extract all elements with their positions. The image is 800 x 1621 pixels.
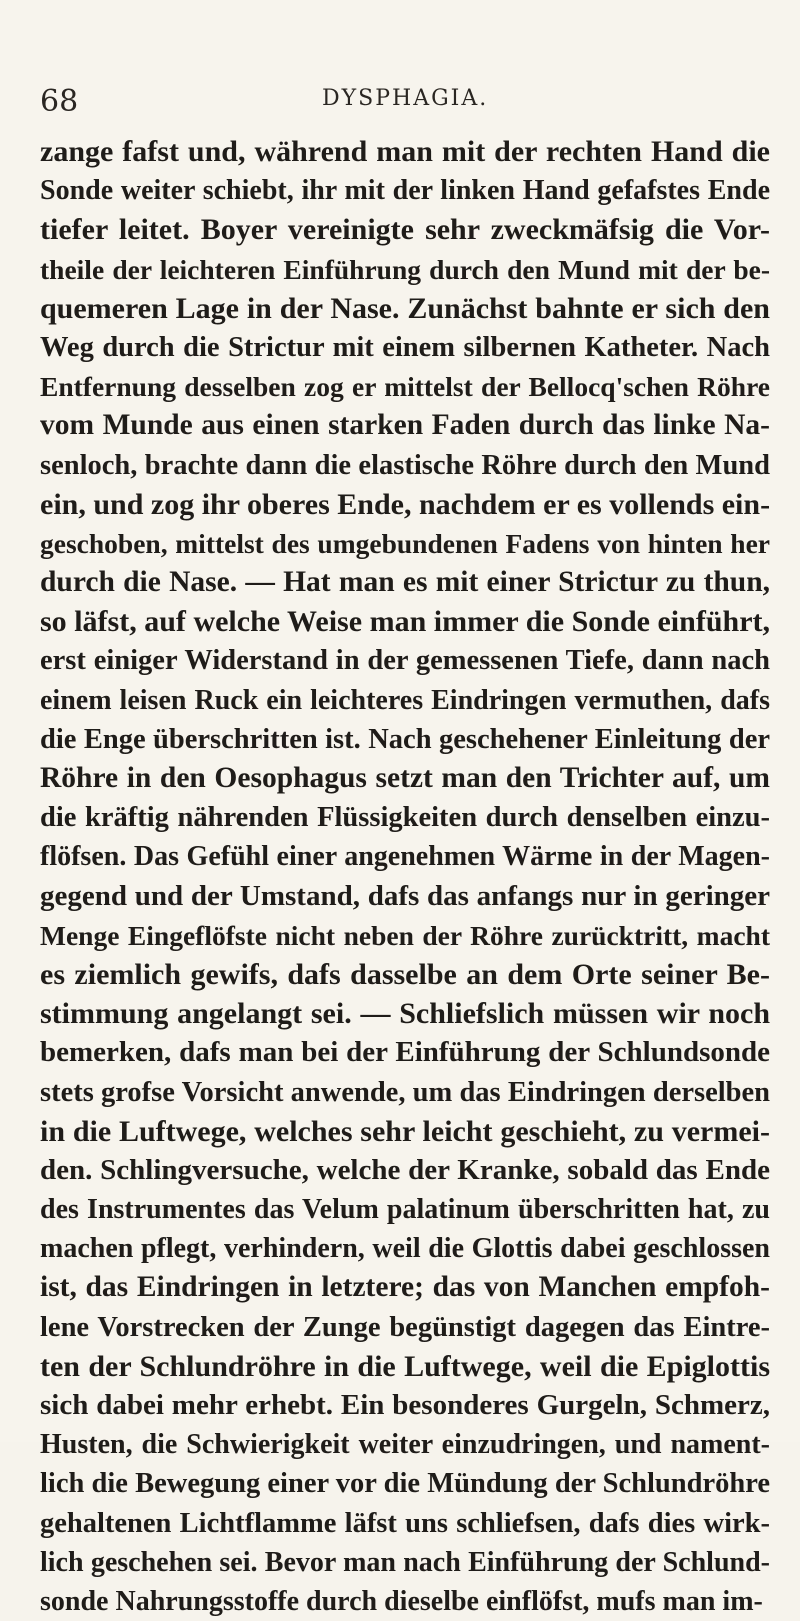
text-line: lene Vorstrecken der Zunge begünstigt dagegen das Eintre- bbox=[40, 1311, 770, 1343]
text-line: gehaltenen Lichtflamme läfst uns schliefsen, dafs dies wirk- bbox=[40, 1507, 770, 1539]
running-title: DYSPHAGIA. bbox=[322, 86, 489, 111]
text-line: die kräftig nährenden Flüssigkeiten durch denselben einzu- bbox=[40, 802, 770, 834]
text-line: ein, und zog ihr oberes Ende, nachdem er es vollends ein- bbox=[40, 487, 770, 521]
text-line: tiefer leitet. Boyer vereinigte sehr zweckmäfsig die Vor- bbox=[40, 213, 770, 247]
body-text bbox=[40, 132, 770, 1621]
text-line: lich die Bewegung einer vor die Mündung der Schlundröhre bbox=[40, 1468, 770, 1500]
text-line: Weg durch die Strictur mit einem silbernen Katheter. Nach bbox=[40, 331, 770, 363]
text-line: durch die Nase. — Hat man es mit einer Strictur zu thun, bbox=[40, 566, 770, 599]
text-line: geschoben, mittelst des umgebundenen Fadens von hinten her bbox=[40, 527, 770, 559]
text-line: stets grofse Vorsicht anwende, um das Eindringen derselben bbox=[40, 1076, 770, 1108]
text-line: des Instrumentes das Velum palatinum überschritten hat, zu bbox=[40, 1194, 770, 1226]
text-line: es ziemlich gewifs, dafs dasselbe an dem Orte seiner Be- bbox=[40, 957, 770, 991]
text-line: Sonde weiter schiebt, ihr mit der linken Hand gefafstes Ende bbox=[40, 175, 770, 207]
text-line: erst einiger Widerstand in der gemessenen Tiefe, dann nach bbox=[40, 645, 770, 677]
text-line: zange fafst und, während man mit der rechten Hand die bbox=[40, 135, 770, 168]
text-line: ist, das Eindringen in letztere; das von Manchen empfoh- bbox=[40, 1271, 770, 1304]
text-line: sonde Nahrungsstoffe durch dieselbe einflöfst, mufs man im- bbox=[40, 1585, 763, 1617]
text-line: Röhre in den Oesophagus setzt man den Trichter auf, um bbox=[40, 762, 770, 794]
text-line: gegend und der Umstand, dafs das anfangs nur in geringer bbox=[40, 879, 770, 912]
text-line: stimmung angelangt sei. — Schliefslich müssen wir noch bbox=[40, 997, 770, 1031]
text-line: so läfst, auf welche Weise man immer die Sonde einführt, bbox=[40, 605, 770, 639]
text-line: den. Schlingversuche, welche der Kranke, sobald das Ende bbox=[40, 1153, 770, 1186]
page-number: 68 bbox=[40, 84, 79, 119]
text-line: theile der leichteren Einführung durch den Mund mit der be- bbox=[40, 253, 770, 285]
text-line: quemeren Lage in der Nase. Zunächst bahnte er sich den bbox=[40, 291, 770, 325]
text-line: Husten, die Schwierigkeit weiter einzudringen, und nament- bbox=[40, 1429, 770, 1461]
text-line: senloch, brachte dann die elastische Röhre durch den Mund bbox=[40, 449, 770, 481]
text-line: einem leisen Ruck ein leichteres Eindringen vermuthen, dafs bbox=[40, 684, 770, 716]
text-line: flöfsen. Das Gefühl einer angenehmen Wärme in der Magen- bbox=[40, 841, 770, 873]
text-line: sich dabei mehr erhebt. Ein besonderes Gurgeln, Schmerz, bbox=[40, 1389, 770, 1421]
text-line: bemerken, dafs man bei der Einführung der Schlundsonde bbox=[40, 1036, 770, 1069]
text-line: die Enge überschritten ist. Nach geschehener Einleitung der bbox=[40, 723, 770, 755]
text-line: in die Luftwege, welches sehr leicht geschieht, zu vermei- bbox=[40, 1114, 770, 1148]
text-line: machen pflegt, verhindern, weil die Glottis dabei geschlossen bbox=[40, 1233, 770, 1265]
text-line: lich geschehen sei. Bevor man nach Einführung der Schlund- bbox=[40, 1546, 770, 1578]
page-header bbox=[40, 84, 770, 134]
text-line: vom Munde aus einen starken Faden durch das linke Na- bbox=[40, 409, 770, 442]
text-line: ten der Schlundröhre in die Luftwege, weil die Epiglottis bbox=[40, 1349, 770, 1383]
text-line: Entfernung desselben zog er mittelst der Bellocq'schen Röhre bbox=[40, 371, 770, 403]
text-line: Menge Eingeflöfste nicht neben der Röhre zurücktritt, macht bbox=[40, 919, 770, 951]
